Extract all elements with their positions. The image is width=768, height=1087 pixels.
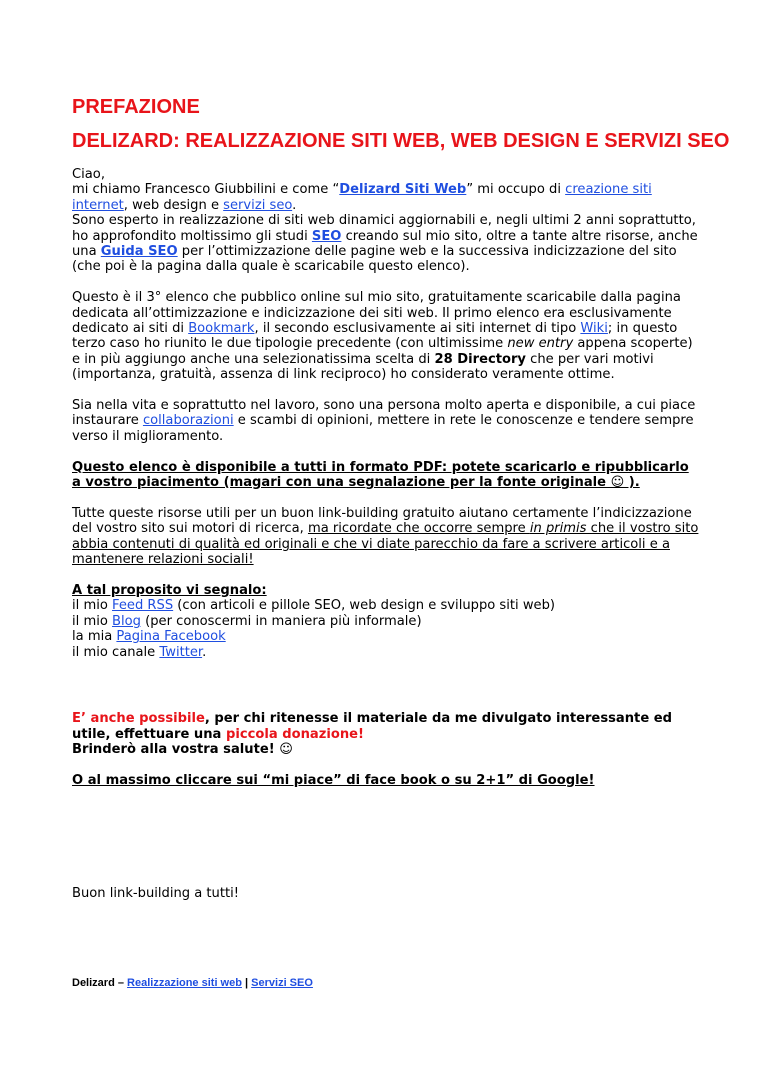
- servizi-seo-footer-link[interactable]: Servizi SEO: [251, 977, 313, 989]
- list-text: il mio: [72, 598, 113, 614]
- seo-link[interactable]: SEO: [311, 228, 342, 244]
- donation-thanks: Brinderò alla vostra salute! ☺: [72, 742, 293, 758]
- page-title: PREFAZIONE: [72, 96, 200, 118]
- paragraph-text: e scambi di opinioni, mettere in rete le conoscenze e tendere sempre verso il miglioramento.: [72, 413, 694, 444]
- third-list-paragraph: [72, 290, 702, 382]
- like-request: O al massimo cliccare sui “mi piace” di face book o su 2+1” di Google!: [72, 772, 595, 788]
- paragraph-text: , il secondo esclusivamente ai siti internet di tipo: [254, 321, 581, 337]
- page-footer: [72, 977, 313, 989]
- pdf-notice: Questo elenco è disponibile a tutti in formato PDF: potete scaricarlo e ripubblicarlo a vostro piacimento (magari con una segnalazione per la fonte originale ☺ ).: [72, 459, 689, 491]
- wiki-link[interactable]: Wiki: [580, 321, 608, 337]
- intro-text: per l’ottimizzazione delle pagine web e la successiva indicizzazione del sito (che poi è la pagina dalla quale è scaricabile questo elenco).: [72, 244, 677, 275]
- donation-paragraph: [72, 711, 702, 757]
- creazione-siti-internet-link[interactable]: creazione siti internet: [72, 182, 652, 213]
- intro-text: .: [292, 197, 297, 213]
- spacer: [72, 804, 702, 886]
- link-building-paragraph: [72, 506, 702, 568]
- list-text: .: [202, 644, 207, 660]
- greeting: Ciao,: [72, 167, 105, 182]
- footer-separator: |: [241, 977, 252, 989]
- in-primis-emphasis: in primis: [529, 521, 587, 537]
- advice-text: che il vostro sito abbia contenuti di qualità ed originali e che vi diate parecchio da fare a scrivere articoli e a mantenere relazioni sociali!: [72, 521, 699, 568]
- paragraph-text: ; in questo terzo caso ho riunito le due tipologie precedente (con ultimissime: [72, 321, 678, 352]
- paragraph-text: appena scoperte) e in più aggiungo anche una selezionatissima scelta di: [72, 336, 693, 367]
- guida-seo-link[interactable]: Guida SEO: [100, 244, 178, 260]
- directory-count: 28 Directory: [434, 351, 526, 367]
- paragraph-text: Questo è il 3° elenco che pubblico online sul mio sito, gratuitamente scaricabile dalla pagina dedicata all’ottimizzazione e indicizzazione dei siti web. Il primo elenco era esclusivamente dedicato ai siti di: [72, 290, 681, 337]
- collaboration-paragraph: [72, 398, 702, 444]
- closing-line: Buon link-building a tutti!: [72, 885, 240, 901]
- list-text: (per conoscermi in maniera più informale): [140, 613, 422, 629]
- paragraph-text: Sia nella vita e soprattutto nel lavoro, sono una persona molto aperta e disponibile, a cui piace instaurare: [72, 398, 696, 429]
- document-body: [72, 167, 702, 917]
- advice-text: ma ricordate che occorre sempre: [307, 521, 530, 537]
- realizzazione-siti-web-link[interactable]: Realizzazione siti web: [127, 977, 242, 989]
- intro-text: mi chiamo Francesco Giubbilini e come “: [72, 182, 340, 198]
- list-text: (con articoli e pillole SEO, web design e sviluppo siti web): [173, 598, 556, 614]
- paragraph-text: che per vari motivi (importanza, gratuità, assenza di link reciproco) ho considerato veramente ottime.: [72, 351, 654, 383]
- intro-paragraph: [72, 167, 702, 275]
- spacer: [72, 675, 702, 711]
- links-section-title: A tal proposito vi segnalo:: [72, 582, 267, 598]
- list-text: il mio: [72, 613, 113, 629]
- collaborazioni-link[interactable]: collaborazioni: [142, 413, 234, 429]
- links-section: [72, 583, 702, 660]
- donation-link-text: piccola donazione!: [225, 726, 365, 742]
- list-text: il mio canale: [72, 644, 160, 660]
- page-subtitle: DELIZARD: REALIZZAZIONE SITI WEB, WEB DESIGN E SERVIZI SEO: [72, 130, 730, 152]
- feed-rss-link[interactable]: Feed RSS: [112, 598, 174, 614]
- intro-text: , web design e: [123, 197, 224, 213]
- facebook-page-link[interactable]: Pagina Facebook: [116, 629, 226, 645]
- bookmark-link[interactable]: Bookmark: [188, 321, 255, 337]
- list-text: la mia: [72, 629, 117, 645]
- blog-link[interactable]: Blog: [112, 613, 141, 629]
- donation-text: , per chi ritenesse il materiale da me divulgato interessante ed utile, effettuare una: [72, 711, 673, 742]
- servizi-seo-link[interactable]: servizi seo: [223, 197, 293, 213]
- intro-text: Sono esperto in realizzazione di siti web dinamici aggiornabili e, negli ultimi 2 anni soprattutto, ho approfondito moltissimo gli studi: [72, 213, 696, 244]
- twitter-link[interactable]: Twitter: [159, 644, 203, 660]
- intro-text: ” mi occupo di: [466, 182, 566, 198]
- paragraph-text: Tutte queste risorse utili per un buon link-building gratuito aiutano certamente l’indicizzazione del vostro sito sui motori di ricerca,: [72, 505, 692, 537]
- new-entry-emphasis: new entry: [507, 336, 574, 352]
- footer-brand: Delizard –: [72, 977, 128, 989]
- delizard-siti-web-link[interactable]: Delizard Siti Web: [339, 182, 467, 198]
- donation-highlight: E’ anche possibile: [72, 711, 205, 727]
- intro-text: creando sul mio sito, oltre a tante altre risorse, anche una: [72, 228, 698, 260]
